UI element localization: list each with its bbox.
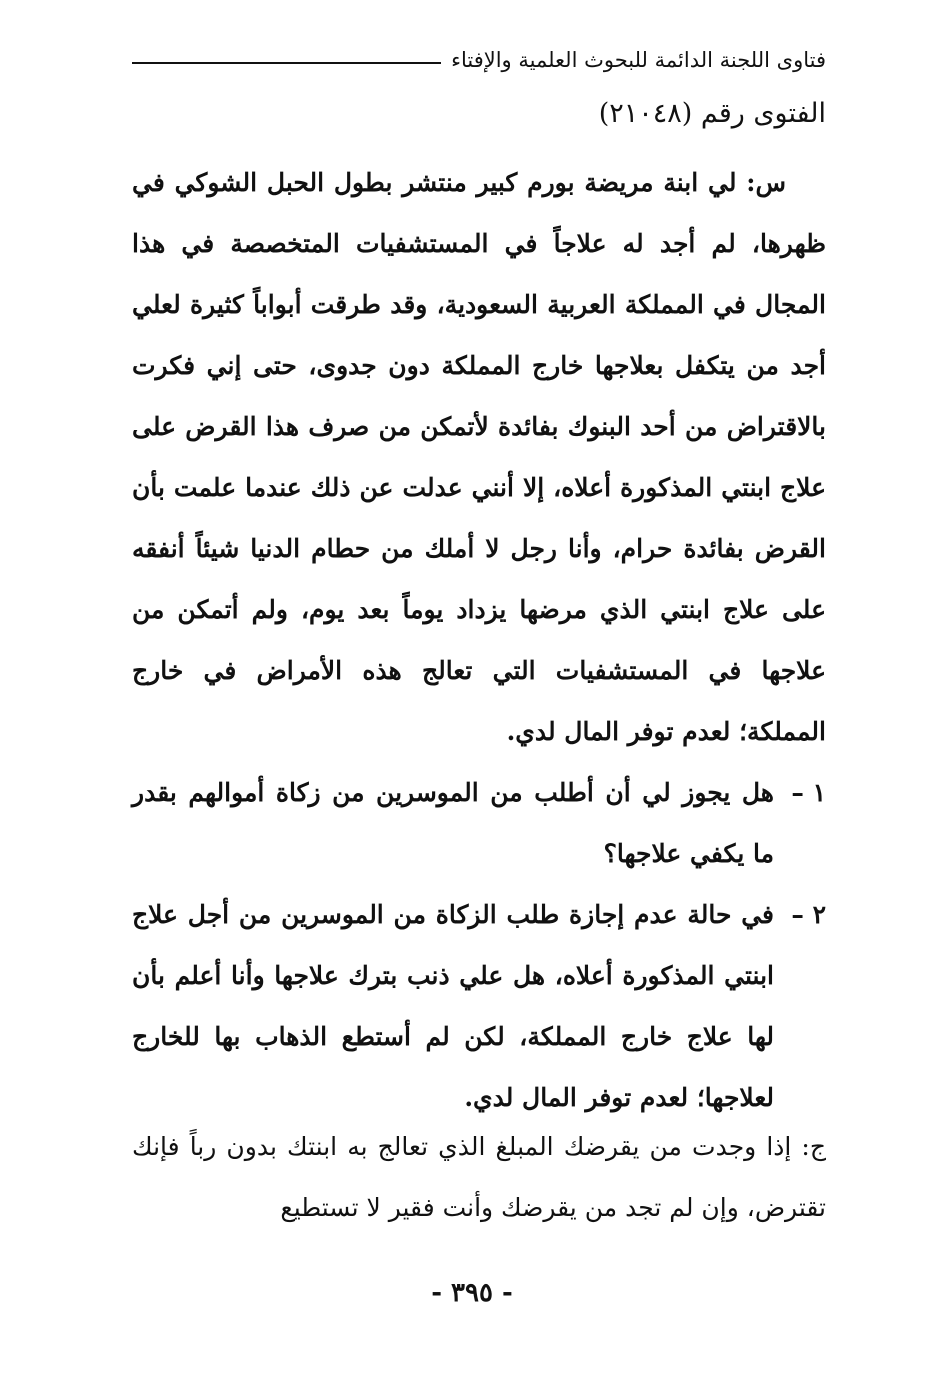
question-paragraph: س: لي ابنة مريضة بورم كبير منتشر بطول الحبل الشوكي في ظهرها، لم أجد له علاجاً في المستشفيات المتخصصة في هذا المجال في المملكة العربية السعودية، وقد طرقت أبواباً كثيرة لعلي أجد من يتكفل بعلاجها خارج المملكة دون جدوى، حتى إني فكرت بالاقتراض من أحد البنوك بفائدة لأتمكن من صرف هذا القرض على علاج ابنتي المذكورة أعلاه، إلا أنني عدلت عن ذلك عندما علمت بأن القرض بفائدة حرام، وأنا رجل لا أملك من حطام الدنيا شيئاً أنفقه على علاج ابنتي الذي مرضها يزداد يوماً بعد يوم، ولم أتمكن من علاجها في المستشفيات التي تعالج هذه الأمراض في خارج المملكة؛ لعدم توفر المال لدي. xyxy=(132,168,826,746)
question-items xyxy=(132,762,826,1128)
question-item xyxy=(132,884,826,1128)
item-number: ١ – xyxy=(791,778,826,807)
fatwa-title: الفتوى رقم (٢١٠٤٨) xyxy=(598,98,826,129)
answer-paragraph: ج: إذا وجدت من يقرضك المبلغ الذي تعالج به ابنتك بدون رباً فإنك تقترض، وإن لم تجد من يقرضك وأنت فقير لا تستطيع xyxy=(132,1132,826,1222)
header-rule xyxy=(132,62,441,64)
item-text: هل يجوز لي أن أطلب من الموسرين من زكاة أموالهم بقدر ما يكفي علاجها؟ xyxy=(132,778,774,868)
header-title: فتاوى اللجنة الدائمة للبحوث العلمية والإفتاء xyxy=(451,48,826,72)
running-header xyxy=(132,40,826,80)
item-text: في حالة عدم إجازة طلب الزكاة من الموسرين من أجل علاج ابنتي المذكورة أعلاه، هل علي ذنب بترك علاجها وأنا أعلم بأن لها علاج خارج المملكة، لكن لم أستطع الذهاب بها للخارج لعلاجها؛ لعدم توفر المال لدي. xyxy=(132,900,774,1112)
question-item xyxy=(132,762,826,884)
item-number: ٢ – xyxy=(791,900,826,929)
page-number: - ٣٩٥ - xyxy=(431,1278,513,1308)
